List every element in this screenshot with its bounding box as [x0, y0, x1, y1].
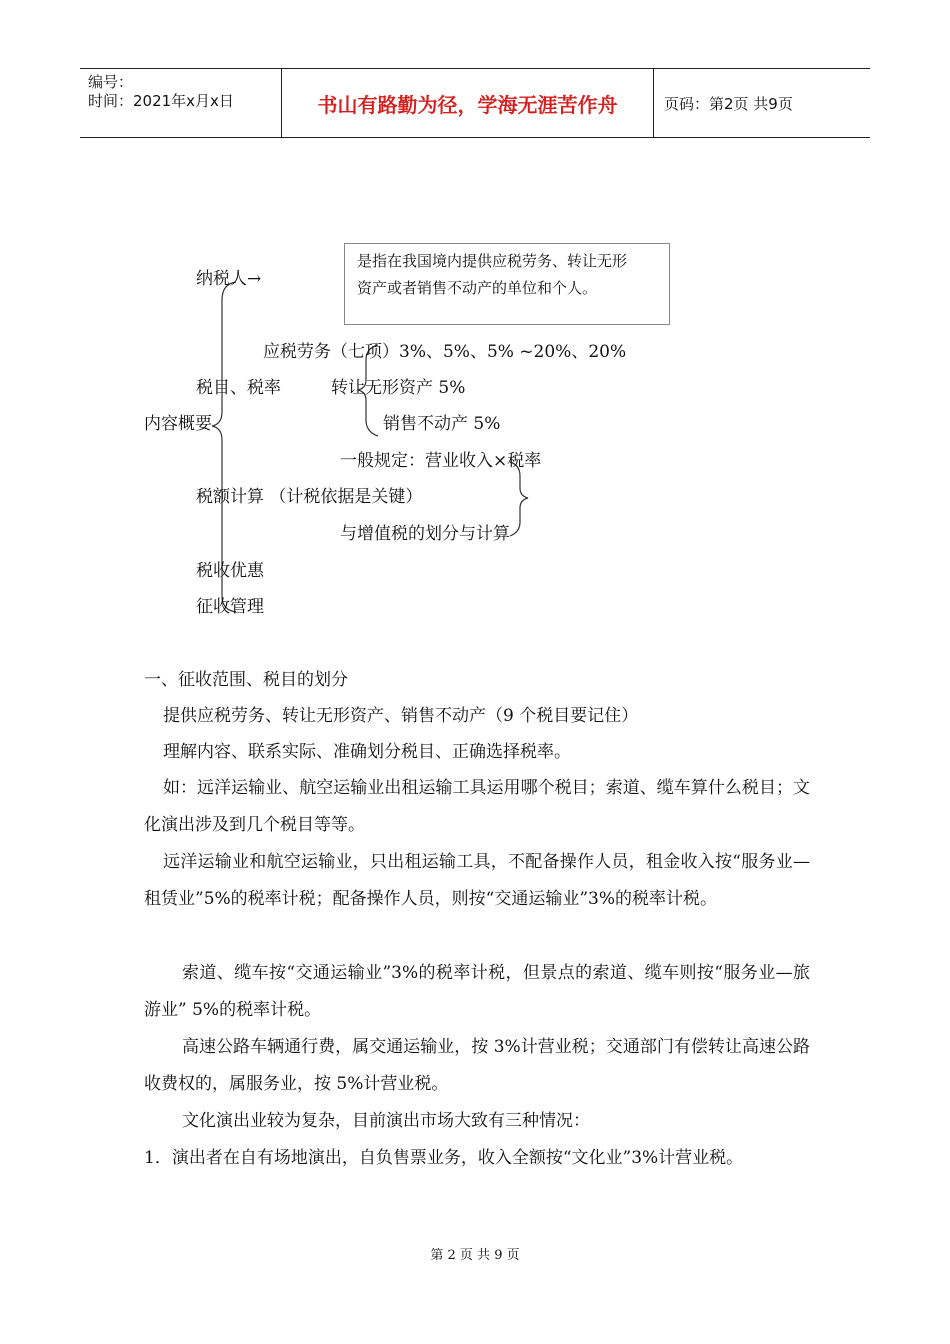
header-page-info: 页码：第2页 共9页 [664, 94, 793, 113]
paragraph-7: 文化演出业较为复杂，目前演出市场大致有三种情况： [182, 1111, 590, 1131]
vat-division: 与增值税的划分与计算 [340, 524, 510, 544]
page-footer: 第 2 页 共 9 页 [430, 1248, 520, 1263]
administration-label: 征收管理 [196, 597, 264, 617]
summary-label: 内容概要 [144, 414, 212, 434]
number-label: 编号： [88, 73, 134, 91]
section-title: 一、征收范围、税目的划分 [144, 670, 348, 690]
paragraph-8: 1．演出者在自有场地演出，自负售票业务，收入全额按“文化业”3%计营业税。 [144, 1148, 744, 1168]
preferences-label: 税收优惠 [196, 561, 264, 581]
right-arrow-icon: → [247, 269, 262, 289]
taxpayer-definition-box [344, 243, 670, 325]
paragraph-2: 理解内容、联系实际、准确划分税目、正确选择税率。 [163, 742, 571, 762]
calc-brace [510, 462, 528, 536]
header-motto: 书山有路勤为径，学海无涯苦作舟 [282, 69, 654, 137]
paragraph-5: 索道、缆车按“交通运输业”3%的税率计税，但景点的索道、缆车则按“服务业—旅游业” 5%的税率计税。 [144, 963, 810, 1020]
items-rates-label: 税目、税率 [196, 378, 281, 398]
paragraph-6: 高速公路车辆通行费，属交通运输业，按 3%计营业税；交通部门有偿转让高速公路收费权的，属服务业，按 5%计营业税。 [144, 1037, 810, 1094]
time-label: 时间：2021年x月x日 [88, 92, 234, 110]
definition-line-1: 是指在我国境内提供应税劳务、转让无形 [357, 252, 628, 270]
real-estate-rate: 销售不动产 5% [383, 414, 501, 434]
general-rule: 一般规定：营业收入×税率 [340, 451, 542, 471]
paragraph-1: 提供应税劳务、转让无形资产、销售不动产（9 个税目要记住） [163, 706, 639, 726]
tax-calc-label: 税额计算 （计税依据是关键） [196, 487, 423, 507]
intangible-rate: 转让无形资产 5% [331, 378, 466, 398]
services-rate: 应税劳务（七项）3%、5%、5% ~20%、20% [263, 342, 627, 362]
definition-line-2: 资产或者销售不动产的单位和个人。 [357, 279, 598, 297]
paragraph-3: 如：远洋运输业、航空运输业出租运输工具运用哪个税目；索道、缆车算什么税目；文化演出涉及到几个税目等等。 [144, 778, 810, 835]
paragraph-4: 远洋运输业和航空运输业，只出租运输工具，不配备操作人员，租金收入按“服务业—租赁业”5%的税率计税；配备操作人员，则按“交通运输业”3%的税率计税。 [144, 852, 810, 909]
taxpayer-label: 纳税人→ [196, 269, 262, 289]
